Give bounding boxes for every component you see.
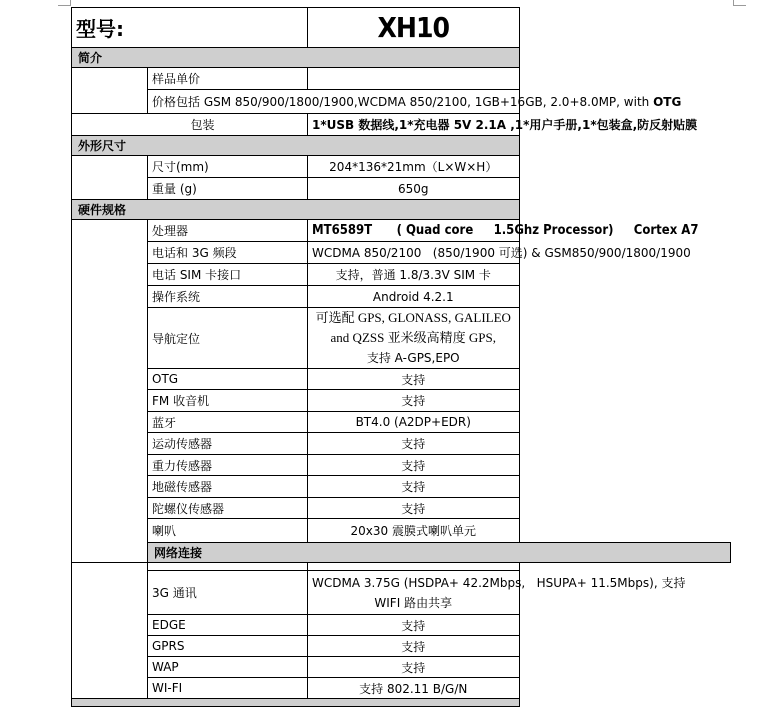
table-row — [72, 476, 731, 498]
table-row — [72, 369, 731, 390]
table-row — [72, 678, 731, 699]
row-group-spacer — [72, 68, 148, 114]
spec-value: WCDMA 850/2100 (850/1900 可选) & GSM850/900/1800/1900 — [308, 242, 520, 264]
spacer-cell — [308, 563, 520, 571]
row-group-spacer — [72, 563, 148, 699]
section-header-hardware — [72, 200, 731, 220]
spec-label: 运动传感器 — [148, 433, 308, 455]
spec-value: 支持 — [308, 455, 520, 476]
spec-label: 地磁传感器 — [148, 476, 308, 498]
spec-value: 支持 — [308, 433, 520, 455]
spec-label: 重量 (g) — [148, 178, 308, 200]
table-row — [72, 114, 731, 136]
table-row — [72, 455, 731, 476]
spec-label: WAP — [148, 657, 308, 678]
table-row — [72, 178, 731, 200]
spec-value: 支持 — [308, 636, 520, 657]
spec-value: 204*136*21mm（L×W×H） — [308, 156, 520, 178]
price-includes — [148, 90, 682, 114]
price-includes-bold: OTG — [653, 95, 682, 109]
table-row — [72, 220, 731, 242]
table-row — [72, 156, 731, 178]
section-header-appearance — [72, 136, 731, 156]
spec-value: 1*USB 数据线,1*充电器 5V 2.1A ,1*用户手册,1*包装盒,防反射贴膜 — [308, 114, 520, 136]
spec-value: 支持 — [308, 369, 520, 390]
spec-label: WI-FI — [148, 678, 308, 699]
table-row — [72, 308, 731, 369]
spec-label: 样品单价 — [148, 68, 308, 90]
spec-value-line: 可选配 GPS, GLONASS, GALILEO and QZSS 亚米级高精度 GPS, — [315, 310, 511, 345]
spec-value: MT6589T ( Quad core 1.5Ghz Processor) Cortex A7 — [308, 220, 520, 242]
model-value: XH10 — [308, 8, 520, 48]
table-row — [72, 390, 731, 412]
spec-label: 3G 通讯 — [148, 571, 308, 615]
spec-value-line: WIFI 路由共享 — [374, 595, 453, 610]
section-title: 硬件规格 — [72, 200, 520, 220]
spec-label: 操作系统 — [148, 286, 308, 308]
table-row — [72, 636, 731, 657]
section-title: 外形尺寸 — [72, 136, 520, 156]
spec-value: 支持，普通 1.8/3.3V SIM 卡 — [308, 264, 520, 286]
table-row — [72, 571, 731, 615]
spec-label: GPRS — [148, 636, 308, 657]
spec-label: 蓝牙 — [148, 412, 308, 433]
spec-value: Android 4.2.1 — [308, 286, 520, 308]
page-corner-mark — [733, 0, 746, 6]
row-group-spacer — [72, 156, 148, 200]
spec-label: FM 收音机 — [148, 390, 308, 412]
spec-value: 支持 — [308, 498, 520, 519]
spec-label: 导航定位 — [148, 308, 308, 369]
table-row — [72, 286, 731, 308]
spacer-cell — [148, 563, 308, 571]
table-row — [72, 264, 731, 286]
section-header-intro — [72, 48, 731, 68]
spec-value: 支持 — [308, 390, 520, 412]
table-row — [72, 657, 731, 678]
spec-value: 支持 — [308, 615, 520, 636]
spec-value: 20x30 震膜式喇叭单元 — [308, 519, 520, 543]
section-header-next — [72, 699, 731, 707]
spec-value: 650g — [308, 178, 520, 200]
section-header-network — [72, 543, 731, 563]
spec-table — [71, 7, 731, 707]
spec-value — [308, 68, 520, 90]
table-row — [72, 498, 731, 519]
spec-label: 重力传感器 — [148, 455, 308, 476]
spec-label: 电话和 3G 频段 — [148, 242, 308, 264]
page-corner-mark — [58, 0, 71, 6]
table-row — [72, 68, 731, 90]
table-row — [72, 242, 731, 264]
table-row-spacer — [72, 563, 731, 571]
spec-label: EDGE — [148, 615, 308, 636]
spec-label: 电话 SIM 卡接口 — [148, 264, 308, 286]
table-row — [72, 615, 731, 636]
table-row — [72, 90, 731, 114]
spec-label: 喇叭 — [148, 519, 308, 543]
spec-value: 支持 — [308, 657, 520, 678]
section-title: 网络连接 — [148, 543, 731, 563]
price-includes-text: 价格包括 GSM 850/900/1800/1900,WCDMA 850/2100, 1GB+16GB, 2.0+8.0MP, with — [152, 95, 654, 109]
table-row — [72, 519, 731, 543]
spec-label: 陀螺仪传感器 — [148, 498, 308, 519]
spec-value-multiline — [308, 571, 686, 615]
table-row — [72, 412, 731, 433]
spec-label: 处理器 — [148, 220, 308, 242]
spec-value: BT4.0 (A2DP+EDR) — [308, 412, 520, 433]
table-row — [72, 433, 731, 455]
section-title: 简介 — [72, 48, 520, 68]
spec-label: 包装 — [72, 114, 308, 136]
spec-value: 支持 802.11 B/G/N — [308, 678, 520, 699]
section-title-cutoff — [72, 699, 520, 707]
row-group-spacer — [72, 220, 148, 563]
spec-label: OTG — [148, 369, 308, 390]
spec-value-multiline — [308, 308, 520, 369]
spec-value-line: WCDMA 3.75G (HSDPA+ 42.2Mbps, HSUPA+ 11.5Mbps), 支持 — [312, 575, 686, 590]
spec-value-line: 支持 A-GPS,EPO — [366, 351, 460, 365]
spec-label: 尺寸(mm) — [148, 156, 308, 178]
model-label: 型号: — [72, 8, 308, 48]
title-row — [72, 8, 731, 48]
spec-value: 支持 — [308, 476, 520, 498]
